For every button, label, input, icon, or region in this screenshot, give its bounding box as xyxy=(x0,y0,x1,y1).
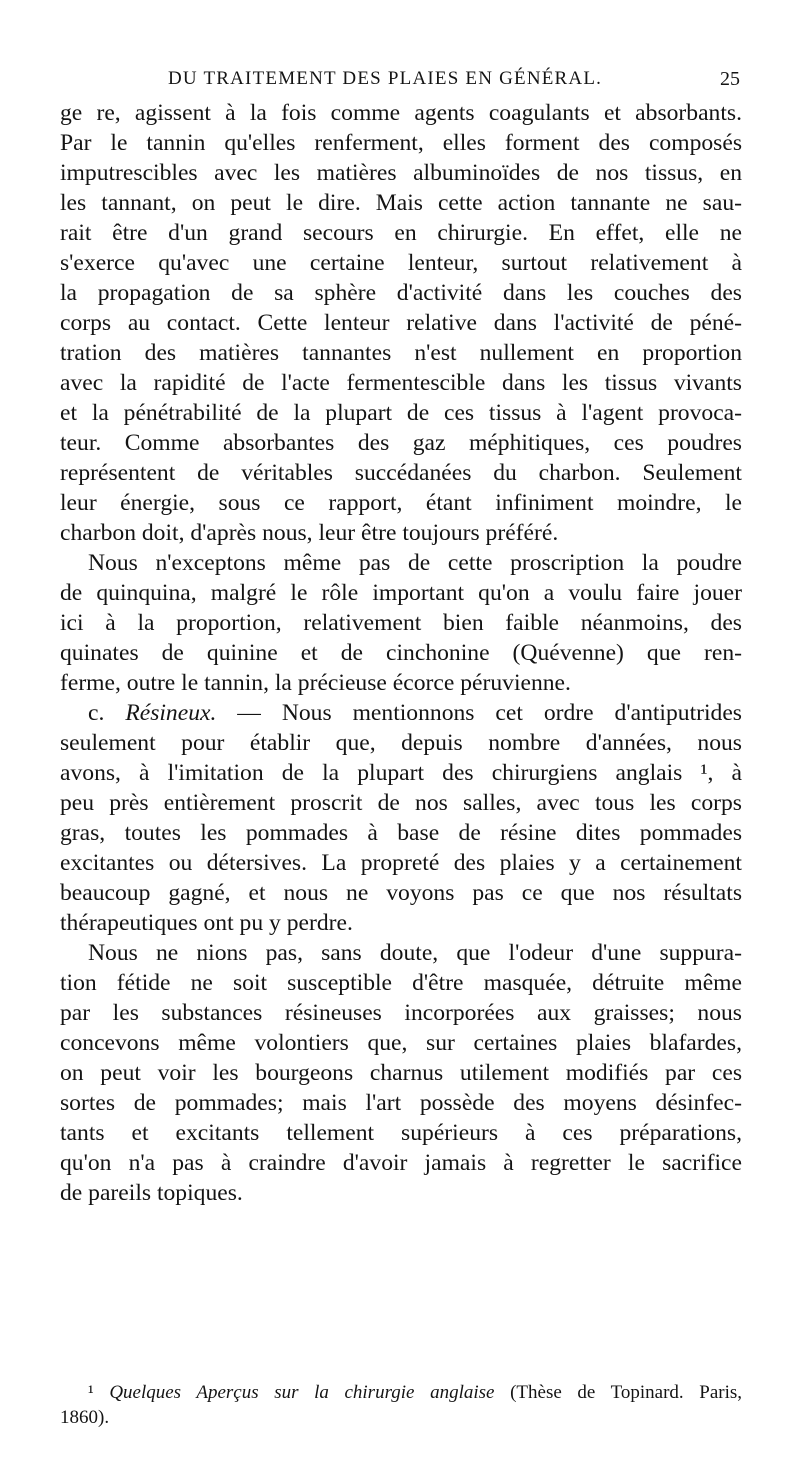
footnote-marker: ¹ xyxy=(88,1382,94,1403)
text-line: représentent de véritables succédanées du charbon. Seulement xyxy=(60,460,742,486)
text-line: ge re, agissent à la fois comme agents coagulants et absorbants. xyxy=(60,100,742,126)
text-line: quinates de quinine et de cinchonine (Quévenne) que ren- xyxy=(60,640,742,666)
footnote-text: (Thèse de Topinard. Paris, xyxy=(494,1382,743,1403)
text-line: tration des matières tannantes n'est nullement en proportion xyxy=(60,340,742,366)
section-heading-line xyxy=(60,698,742,728)
page-header xyxy=(168,68,740,98)
text-line: gras, toutes les pommades à base de résine dites pommades xyxy=(60,820,742,846)
text-line: excitantes ou détersives. La propreté des plaies y a certainement xyxy=(60,850,742,876)
text-line: Nous ne nions pas, sans doute, que l'odeur d'une suppura- xyxy=(88,940,742,966)
text-line: la propagation de sa sphère d'activité dans les couches des xyxy=(60,280,742,306)
text-line: teur. Comme absorbantes des gaz méphitiques, ces poudres xyxy=(60,430,742,456)
text-line: Par le tannin qu'elles renferment, elles forment des composés xyxy=(60,130,742,156)
body-text xyxy=(60,98,742,1208)
text-line: Nous n'exceptons même pas de cette proscription la poudre xyxy=(88,550,742,576)
footnote xyxy=(60,1380,742,1430)
text-line: leur énergie, sous ce rapport, étant infiniment moindre, le xyxy=(60,490,742,516)
text-line: rait être d'un grand secours en chirurgie. En effet, elle ne xyxy=(60,220,742,246)
text-line: et la pénétrabilité de la plupart de ces tissus à l'agent provoca- xyxy=(60,400,742,426)
text-line: sortes de pommades; mais l'art possède des moyens désinfec- xyxy=(60,1090,742,1116)
footnote-title: Quelques Aperçus sur la chirurgie anglaise xyxy=(109,1382,495,1403)
text-line: corps au contact. Cette lenteur relative dans l'activité de péné- xyxy=(60,310,742,336)
text-line: seulement pour établir que, depuis nombre d'années, nous xyxy=(60,730,742,756)
text-line: les tannant, on peut le dire. Mais cette action tannante ne sau- xyxy=(60,190,742,216)
footnote-line xyxy=(60,1380,742,1405)
text-line: on peut voir les bourgeons charnus utilement modifiés par ces xyxy=(60,1060,742,1086)
text-line: imputrescibles avec les matières albuminoïdes de nos tissus, en xyxy=(60,160,742,186)
text-line: peu près entièrement proscrit de nos salles, avec tous les corps xyxy=(60,790,742,816)
page-number: 25 xyxy=(720,68,740,90)
text-line: de pareils topiques. xyxy=(60,1180,243,1206)
text-line: concevons même volontiers que, sur certaines plaies blafardes, xyxy=(60,1030,742,1056)
section-marker: c. xyxy=(88,700,105,726)
text-line: ici à la proportion, relativement bien faible néanmoins, des xyxy=(60,610,742,636)
text-line: de quinquina, malgré le rôle important qu'on a voulu faire jouer xyxy=(60,580,742,606)
text-line: charbon doit, d'après nous, leur être toujours préféré. xyxy=(60,520,559,546)
text-line: par les substances résineuses incorporées aux graisses; nous xyxy=(60,1000,742,1026)
text-line: tants et excitants tellement supérieurs à ces préparations, xyxy=(60,1120,742,1146)
text-line: qu'on n'a pas à craindre d'avoir jamais à regretter le sacrifice xyxy=(60,1150,742,1176)
text-line: avec la rapidité de l'acte fermentescible dans les tissus vivants xyxy=(60,370,742,396)
section-title: Résineux. xyxy=(125,700,217,726)
footnote-line: 1860). xyxy=(60,1407,110,1428)
text-line: thérapeutiques ont pu y perdre. xyxy=(60,910,353,936)
text-line: tion fétide ne soit susceptible d'être masquée, détruite même xyxy=(60,970,742,996)
text-line: s'exerce qu'avec une certaine lenteur, surtout relativement à xyxy=(60,250,742,276)
running-head: DU TRAITEMENT DES PLAIES EN GÉNÉRAL. xyxy=(168,68,603,89)
text-line: ferme, outre le tannin, la précieuse écorce péruvienne. xyxy=(60,670,571,696)
text-line: avons, à l'imitation de la plupart des chirurgiens anglais ¹, à xyxy=(60,760,742,786)
text-line: beaucoup gagné, et nous ne voyons pas ce que nos résultats xyxy=(60,880,742,906)
section-text: — Nous mentionnons cet ordre d'antiputrides xyxy=(216,700,742,726)
